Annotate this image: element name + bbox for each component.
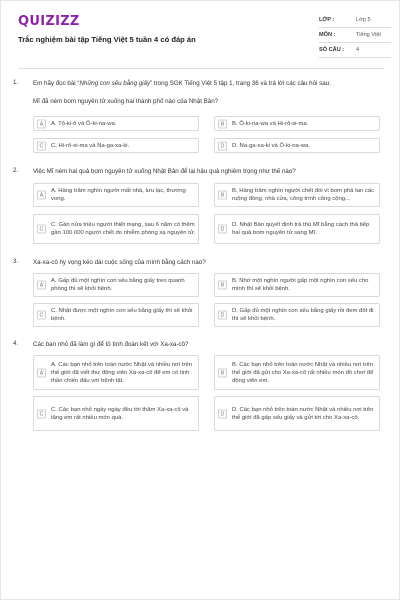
- option-c[interactable]: [33, 303, 199, 327]
- option-text: B. Hàng trăm nghìn người chết đói vì bom phá tan các ruộng đồng, nhà cửa, công trình công cộng...: [232, 188, 375, 202]
- option-letter: A: [37, 191, 46, 200]
- option-text: B. Các bạn nhỏ trên toàn nước Nhật và nhiều nơi trên thế giới đã gửi cho Xa-xa-cô rất nhiều món đồ chơi để động viên em.: [232, 361, 374, 384]
- option-c[interactable]: [33, 138, 199, 153]
- option-text: B. Nhờ một nghìn người gấp một nghìn con sếu cho mình thì sẽ khỏi bệnh.: [232, 278, 369, 292]
- meta-underline: [319, 57, 391, 58]
- option-d[interactable]: [214, 138, 380, 153]
- option-text: A. Các bạn nhỏ trên toàn nước Nhật và nhiều nơi trên thế giới đã viết thư động viên Xa-xa-cô để em có tinh thần chiến đấu với bệnh tật.: [51, 361, 193, 384]
- option-text: A. Tô-ki-ô và Ô-ki-na-wa.: [51, 120, 117, 127]
- option-letter: A: [37, 368, 46, 377]
- header-divider: [18, 68, 384, 69]
- option-b[interactable]: [214, 183, 380, 207]
- meta-underline: [319, 42, 391, 43]
- question-text-line: Mĩ đã ném bom nguyên tử xuống hai thành phố nào của Nhật Bản?: [33, 98, 219, 105]
- option-text: D. Gấp đủ một nghìn con sếu bằng giấy rồi đem đốt đi thì sẽ khỏi bệnh.: [232, 308, 374, 322]
- quizizz-logo: QUIZIZZ: [18, 14, 80, 29]
- question-number: 2.: [13, 167, 19, 174]
- question-text: Xa-xa-cô hy vọng kéo dài cuộc sống của mình bằng cách nào?: [33, 259, 206, 266]
- option-b[interactable]: [214, 355, 380, 390]
- option-letter: C: [37, 311, 46, 320]
- option-text: A. Gấp đủ một nghìn con sếu bằng giấy treo quanh phòng thì sẽ khỏi bệnh.: [51, 278, 185, 292]
- option-letter: A: [37, 119, 46, 128]
- question-text: [33, 79, 383, 106]
- option-letter: C: [37, 141, 46, 150]
- option-d[interactable]: [214, 303, 380, 327]
- option-text: C. Gần nửa triệu người thiệt mạng, sau 6 năm có thêm gần 100 000 người chết do nhiễm phóng xạ nguyên tử.: [51, 222, 196, 236]
- option-text: B. Ô-ki-na-wa và Hi-rô-si-ma.: [232, 120, 309, 127]
- question-1: [13, 79, 389, 159]
- option-text: C. Nhật được một nghìn con sếu bằng giấy thì sẽ khỏi bệnh.: [51, 308, 193, 322]
- question-text-part: Em hãy đọc bài “: [33, 80, 80, 87]
- meta-key: MÔN :: [319, 32, 336, 38]
- worksheet-header: [1, 1, 400, 67]
- option-letter: C: [37, 409, 46, 418]
- option-letter: B: [218, 119, 227, 128]
- option-letter: A: [37, 281, 46, 290]
- page-title: Trắc nghiệm bài tập Tiếng Việt 5 tuần 4 có đáp án: [18, 35, 196, 44]
- option-letter: B: [218, 281, 227, 290]
- meta-value: 4: [356, 47, 360, 53]
- question-number: 4.: [13, 340, 19, 347]
- question-text: Việc Mĩ ném hai quả bom nguyên tử xuống Nhật Bản để lại hậu quả nghiêm trọng như thế nào?: [33, 168, 296, 175]
- option-d[interactable]: [214, 214, 380, 244]
- option-text: A. Hàng trăm nghìn người mất nhà, lưu lạc, thương vong.: [51, 188, 186, 202]
- option-a[interactable]: [33, 355, 199, 390]
- option-c[interactable]: [33, 396, 199, 431]
- meta-value: Tiếng Việt: [356, 32, 381, 38]
- meta-key: LỚP :: [319, 17, 335, 23]
- option-letter: B: [218, 368, 227, 377]
- option-b[interactable]: [214, 273, 380, 297]
- option-text: D. Na-ga-xa-ki và Ô-ki-na-wa.: [232, 142, 310, 149]
- meta-underline: [319, 27, 391, 28]
- option-letter: D: [218, 141, 227, 150]
- option-d[interactable]: [214, 396, 380, 431]
- question-number: 3.: [13, 258, 19, 265]
- question-3: [13, 258, 389, 336]
- option-text: D. Các bạn nhỏ trên toàn nước Nhật và nhiều nơi trên thế giới đã gấp sếu giấy và gửi tới cho Xa-xa-cô.: [232, 406, 374, 421]
- option-b[interactable]: [214, 116, 380, 131]
- option-letter: D: [218, 225, 227, 234]
- option-text: C. Hi-rô-si-ma và Na-ga-xa-ki.: [51, 142, 130, 149]
- option-text: C. Các bạn nhỏ ngày ngày đều tới thăm Xa-xa-cô và tặng em rất nhiều món quà.: [51, 406, 189, 421]
- option-letter: D: [218, 409, 227, 418]
- option-text: D. Nhật Bản quyết định trả thù Mĩ bằng cách thả tiếp hai quả bom nguyên tử sang Mĩ.: [232, 222, 370, 236]
- meta-key: SỐ CÂU :: [319, 47, 345, 53]
- question-text: Các bạn nhỏ đã làm gì để tỏ tình đoàn kết với Xa-xa-cô?: [33, 341, 189, 348]
- option-letter: C: [37, 225, 46, 234]
- question-2: [13, 167, 389, 251]
- option-a[interactable]: [33, 183, 199, 207]
- option-letter: B: [218, 191, 227, 200]
- meta-value: Lớp 5: [356, 17, 371, 23]
- option-c[interactable]: [33, 214, 199, 244]
- option-a[interactable]: [33, 116, 199, 131]
- book-title: Những con sếu bằng giấy: [79, 80, 151, 87]
- question-number: 1.: [13, 79, 19, 86]
- option-a[interactable]: [33, 273, 199, 297]
- option-letter: D: [218, 311, 227, 320]
- question-text-part: ” trong SGK Tiếng Việt 5 tập 1, trang 36 và trả lời các câu hỏi sau:: [150, 80, 331, 87]
- question-4: [13, 340, 389, 440]
